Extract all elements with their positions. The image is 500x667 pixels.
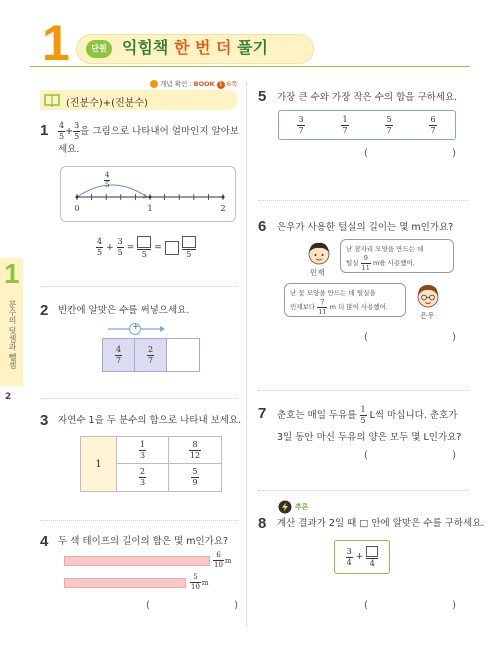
q2-operator-arrow: [106, 322, 168, 339]
concept-label: 개념 확인 :: [160, 80, 192, 88]
q3-frac-1-num: 8: [192, 439, 198, 449]
eunwoo-line2: [290, 299, 400, 315]
q1-eq-plus: +: [106, 242, 114, 253]
q3-whole-cell: [81, 437, 117, 491]
q7-text-b: L씩 마십니다. 춘호가: [369, 410, 458, 421]
tick-label-1: 1: [147, 204, 153, 213]
minjae-line1: 난 잠자리 모양을 만드는 데: [346, 245, 424, 253]
minjae-line2-a: 털실: [346, 259, 359, 267]
number-line: [61, 167, 237, 223]
tape-1-frac: [213, 552, 224, 569]
q1-answer-box1[interactable]: [137, 236, 151, 248]
q2-frac-a: [115, 346, 122, 365]
q2-frac-b: [147, 346, 154, 365]
divider-q1-q2: [40, 286, 238, 287]
q4-paren-open: (: [146, 600, 150, 611]
q8-expression-box: [334, 540, 390, 574]
q5-paren-open: (: [364, 148, 368, 159]
q1-eq-blank-frac2: [182, 236, 196, 259]
tape-2-label: [190, 574, 209, 591]
q1-frac2-den: 5: [74, 132, 80, 141]
q8-number: 8: [258, 515, 267, 532]
q1-eq-frac2: [117, 238, 124, 257]
tape-2-unit: m: [201, 578, 209, 587]
divider-q6-q7: [258, 390, 468, 391]
header: [30, 15, 470, 71]
q5-frac-3-den: 7: [430, 125, 436, 135]
q1-number-line-box: [60, 166, 236, 222]
divider-q3-q4: [40, 520, 238, 521]
q7-text-a: 춘호는 매일 두유를: [277, 410, 357, 421]
q1-text: [58, 122, 243, 141]
book-icon: [44, 93, 60, 110]
q5-frac-0-den: 7: [298, 125, 304, 135]
q1-eq-frac2-num: 3: [117, 237, 123, 246]
q3-frac-1: [189, 441, 201, 460]
q3-cell-3: [169, 464, 221, 491]
q5-answer[interactable]: [364, 148, 456, 159]
q6-number: 6: [258, 218, 267, 235]
q2-cell-b: [135, 339, 167, 371]
q7-text-c: 3일 동안 마신 두유의 양은 모두 몇 L인가요?: [277, 432, 462, 443]
q3-frac-2-num: 2: [139, 467, 146, 476]
q4-answer[interactable]: [146, 600, 238, 611]
title-part3: 풀기: [237, 38, 268, 57]
q5-frac-1-den: 7: [342, 125, 348, 135]
q2-frac-b-num: 2: [147, 344, 154, 354]
q5-frac-0: [297, 116, 304, 135]
q1-eq-equals2: =: [154, 242, 162, 253]
tape-1: [64, 556, 210, 566]
tape-2-frac: [190, 574, 201, 591]
unit-badge-label: 단원: [91, 44, 107, 53]
title-part2: 한 번 더: [173, 38, 232, 57]
eunwoo-frac-den: 11: [318, 307, 327, 316]
q7-frac: [360, 406, 367, 425]
q1-answer-box2[interactable]: [182, 236, 196, 248]
q1-eq-den2: 5: [186, 250, 192, 259]
q8-badge-label: 추론: [295, 503, 309, 511]
divider-q5-q6: [258, 200, 468, 201]
q1-text-c: 세요.: [58, 144, 80, 155]
q1-number: 1: [40, 122, 49, 139]
q1-frac1-den: 5: [59, 132, 65, 141]
q7-text-line1: [277, 406, 457, 425]
concept-book: BOOK: [193, 80, 215, 88]
concept-tag: [150, 79, 237, 89]
q3-frac-0-num: 1: [139, 439, 146, 449]
concept-icon: [150, 80, 158, 88]
q7-answer[interactable]: [364, 450, 456, 461]
q8-blank-frac: [366, 546, 378, 568]
q8-paren-close: ): [452, 600, 456, 611]
q3-frac-3: [191, 468, 198, 487]
q5-frac-3: [429, 116, 436, 135]
q7-frac-num: 1: [360, 405, 366, 414]
q5-frac-2-den: 7: [386, 125, 392, 135]
unit-badge: [86, 40, 112, 58]
q8-frac-den: 4: [346, 557, 352, 567]
column-divider: [246, 82, 247, 627]
q8-answer[interactable]: [364, 600, 456, 611]
minjae-bubble: [340, 239, 454, 273]
minjae-line2-b: m를 사용했어.: [373, 259, 415, 267]
title-part1: 익힘책: [122, 38, 169, 57]
q8-frac: [346, 548, 353, 567]
q8-plus: +: [355, 552, 364, 562]
tape-1-label: [213, 552, 232, 569]
q3-frac-2-den: 3: [139, 478, 146, 487]
q7-frac-den: 5: [360, 416, 366, 425]
q1-frac1-num: 4: [59, 121, 65, 130]
q5-frac-2-num: 5: [386, 114, 392, 124]
q2-frac-a-num: 4: [115, 344, 122, 354]
q5-text: 가장 큰 수와 가장 작은 수의 합을 구하세요.: [277, 92, 458, 103]
q3-cell-2: [117, 464, 169, 491]
q3-cell-0: [117, 437, 169, 464]
q5-frac-2: [385, 116, 392, 135]
divider-q2-q3: [40, 398, 238, 399]
side-chapter-title: 분수의 덧셈과 뺄셈: [8, 300, 17, 370]
q7-paren-open: (: [364, 450, 368, 461]
q1-text-b: 을 그림으로 나타내어 얼마인지 알아보: [80, 126, 240, 137]
q3-frac-0-den: 3: [139, 450, 146, 460]
q1-equation: [96, 236, 196, 259]
q5-frac-0-num: 3: [298, 114, 304, 124]
concept-page: 6쪽: [226, 80, 238, 88]
q1-eq-frac1-den: 5: [97, 248, 103, 257]
q4-paren-close: ): [234, 600, 238, 611]
q7-number: 7: [258, 405, 267, 422]
q1-eq-blank-frac: [137, 236, 151, 259]
q1-plus: +: [65, 126, 74, 137]
section-title: (진분수)+(진분수): [66, 98, 148, 109]
q5-frac-3-num: 6: [430, 114, 436, 124]
q2-operator: +: [132, 322, 140, 332]
q1-answer-box-whole[interactable]: [165, 241, 179, 255]
q1-arc-frac-den: 5: [105, 181, 110, 189]
q3-frac-0: [139, 441, 146, 460]
page-title: [122, 37, 268, 59]
q2-answer-cell[interactable]: [167, 339, 199, 371]
tape-2-den: 10: [191, 583, 200, 591]
eunwoo-line1: 난 꽃 모양을 만드는 데 털실을: [290, 289, 376, 297]
tick-label-2: 2: [220, 204, 226, 213]
q2-frac-a-den: 7: [115, 355, 122, 365]
q5-number: 5: [258, 88, 267, 105]
q3-whole-value: 1: [95, 458, 102, 470]
tape-1-unit: m: [224, 556, 232, 565]
q5-frac-1-num: 1: [342, 114, 348, 124]
q3-table: [80, 436, 222, 492]
q1-eq-frac2-den: 5: [117, 248, 123, 257]
minjae-frac-den: 11: [361, 263, 370, 272]
tape-2-num: 5: [193, 573, 198, 581]
eunwoo-frac: [317, 299, 327, 315]
eunwoo-bubble: [284, 283, 406, 317]
q6-answer[interactable]: [364, 332, 456, 343]
minjae-name: 민재: [310, 268, 325, 277]
q8-den2: 4: [369, 559, 375, 568]
eunwoo-name: 은우: [420, 311, 435, 320]
q3-cell-1: [169, 437, 221, 464]
q2-cell-a: [103, 339, 135, 371]
divider-q7-q8: [258, 490, 468, 491]
minjae-frac-num: 9: [363, 254, 368, 262]
eunwoo-avatar: [414, 282, 442, 313]
tape-1-den: 10: [214, 561, 223, 569]
q8-text: 계산 결과가 2일 때 □ 안에 알맞은 수를 구하세요.: [277, 518, 485, 529]
q3-frac-1-den: 12: [189, 450, 201, 460]
q3-frac-2: [139, 468, 146, 487]
q4-text: 두 색 테이프의 길이의 합은 몇 m인가요?: [58, 536, 229, 547]
q2-frac-b-den: 7: [147, 355, 154, 365]
q2-number: 2: [40, 302, 49, 319]
q3-frac-3-num: 5: [192, 467, 198, 476]
q1-eq-frac1: [96, 238, 103, 257]
q1-arc-frac: [104, 172, 110, 189]
q8-answer-box[interactable]: [366, 546, 378, 557]
eunwoo-frac-num: 7: [320, 298, 325, 306]
tape-2: [64, 578, 186, 588]
q3-frac-3-den: 9: [192, 478, 198, 487]
eunwoo-line2-b: m 더 많이 사용했어.: [329, 303, 389, 311]
q1-eq-equals1: =: [126, 242, 135, 253]
header-rule: [30, 66, 470, 67]
q6-paren-close: ): [452, 332, 456, 343]
q3-text: 자연수 1을 두 분수의 합으로 나타내 보세요.: [58, 415, 242, 426]
q6-paren-open: (: [364, 332, 368, 343]
q3-number: 3: [40, 412, 49, 429]
q1-eq-frac1-num: 4: [97, 237, 103, 246]
q8-paren-open: (: [364, 600, 368, 611]
tape-1-num: 6: [216, 551, 221, 559]
q2-table: [102, 338, 200, 372]
q2-text: 빈칸에 알맞은 수를 써넣으세요.: [58, 305, 190, 316]
minjae-avatar: [306, 240, 332, 269]
tick-label-0: 0: [74, 204, 80, 213]
minjae-line2: [346, 255, 448, 271]
q1-eq-den: 5: [141, 250, 147, 259]
q5-fraction-box: [278, 110, 456, 140]
q6-text: 은우가 사용한 털실의 길이는 몇 m인가요?: [277, 222, 454, 233]
q1-arc-frac-num: 4: [105, 171, 110, 179]
q1-frac2-num: 3: [74, 121, 80, 130]
side-chapter-num: 1: [4, 258, 20, 289]
q5-paren-close: ): [452, 148, 456, 159]
q8-frac-num: 3: [346, 546, 352, 556]
q4-number: 4: [40, 533, 49, 550]
concept-book-num: 1: [217, 81, 225, 89]
q7-paren-close: ): [452, 450, 456, 461]
minjae-frac: [361, 255, 371, 271]
q5-frac-1: [341, 116, 348, 135]
side-page-number: 2: [5, 392, 12, 402]
q8-badge: [278, 500, 309, 514]
unit-number: 1: [42, 15, 70, 71]
eunwoo-line2-a: 민재보다: [290, 303, 316, 311]
lightning-icon: [278, 500, 292, 514]
